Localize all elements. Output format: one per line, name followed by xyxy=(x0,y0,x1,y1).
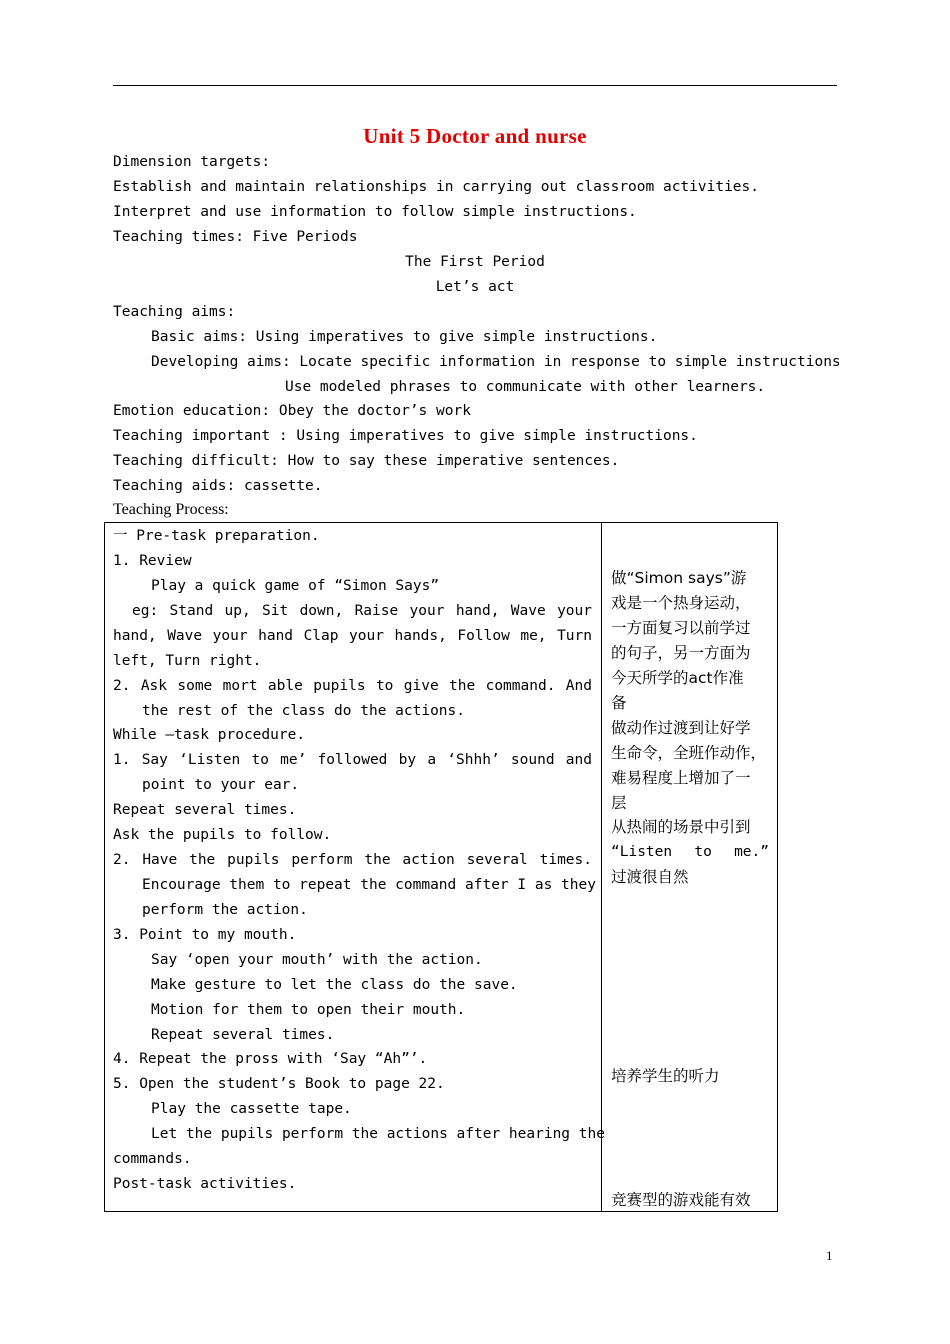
post-task-heading: Post-task activities. xyxy=(113,1176,297,1192)
example-line-3: left, Turn right. xyxy=(113,653,262,669)
say-open-mouth: Say ‘open your mouth’ with the action. xyxy=(151,952,483,968)
step-listen: 1. Say ‘Listen to me’ followed by a ‘Shhh’ sound and xyxy=(113,752,592,768)
lesson-title: Let’s act xyxy=(435,279,515,295)
basic-aims: Basic aims: Using imperatives to give simple instructions. xyxy=(151,329,658,345)
dimension-targets-label: Dimension targets: xyxy=(113,154,271,170)
teaching-difficult: Teaching difficult: How to say these imperative sentences. xyxy=(113,453,620,469)
note-competition: 竞赛型的游戏能有效 xyxy=(611,1191,751,1209)
teaching-aids: Teaching aids: cassette. xyxy=(113,478,323,494)
table-column-divider xyxy=(601,522,602,1212)
pre-task-heading: 一 Pre-task preparation. xyxy=(113,528,320,544)
step-review: 1. Review xyxy=(113,553,192,569)
note-listen-3: 过渡很自然 xyxy=(611,868,689,886)
step-perform-cont-2: perform the action. xyxy=(142,902,308,918)
note-listen-2: “Listen to me.” xyxy=(611,844,769,860)
step-open-book: 5. Open the student’s Book to page 22. xyxy=(113,1076,445,1092)
developing-aims: Developing aims: Locate specific information in response to simple instructions xyxy=(151,354,841,370)
step-perform-cont-1: Encourage them to repeat the command after I as they xyxy=(142,877,596,893)
step-perform: 2. Have the pupils perform the action several times. xyxy=(113,852,592,868)
repeat-line: Repeat several times. xyxy=(113,802,297,818)
note-listening: 培养学生的听力 xyxy=(611,1067,720,1085)
motion-open-mouth: Motion for them to open their mouth. xyxy=(151,1002,466,1018)
example-line-1: eg: Stand up, Sit down, Raise your hand, Wave your xyxy=(132,603,592,619)
developing-aims-continued: Use modeled phrases to communicate with other learners. xyxy=(285,379,766,395)
step-ask-pupils: 2. Ask some mort able pupils to give the command. And xyxy=(113,678,592,694)
example-line-2: hand, Wave your hand Clap your hands, Follow me, Turn xyxy=(113,628,592,644)
target-1: Establish and maintain relationships in carrying out classroom activities. xyxy=(113,179,760,195)
perform-actions: Let the pupils perform the actions after hearing the xyxy=(151,1126,605,1142)
while-task-heading: While –task procedure. xyxy=(113,727,306,743)
note-simon-5: 今天所学的act作准 xyxy=(611,669,744,687)
page-number: 1 xyxy=(826,1248,833,1263)
note-simon-3: 一方面复习以前学过 xyxy=(611,619,751,637)
note-action-2: 生命令，全班作动作， xyxy=(611,744,767,762)
note-action-3: 难易程度上增加了一 xyxy=(611,769,751,787)
step-ask-pupils-cont: the rest of the class do the actions. xyxy=(142,703,466,719)
period-title: The First Period xyxy=(405,254,545,270)
emotion-education: Emotion education: Obey the doctor’s work xyxy=(113,403,471,419)
step-listen-cont: point to your ear. xyxy=(142,777,300,793)
simon-says-line: Play a quick game of “Simon Says” xyxy=(151,578,440,594)
step-say-ah: 4. Repeat the pross with ‘Say “Ah”’. xyxy=(113,1051,428,1067)
teaching-aims-label: Teaching aims: xyxy=(113,304,236,320)
repeat-several: Repeat several times. xyxy=(151,1027,335,1043)
commands-line: commands. xyxy=(113,1151,192,1167)
teaching-times: Teaching times: Five Periods xyxy=(113,229,358,245)
teaching-process-label: Teaching Process: xyxy=(113,501,229,518)
step-point-mouth: 3. Point to my mouth. xyxy=(113,927,297,943)
teaching-important: Teaching important : Using imperatives to give simple instructions. xyxy=(113,428,698,444)
note-action-1: 做动作过渡到让好学 xyxy=(611,719,751,737)
note-simon-1: 做“Simon says”游 xyxy=(611,569,747,587)
note-simon-6: 备 xyxy=(611,694,627,712)
header-rule xyxy=(113,85,837,86)
note-simon-2: 戏是一个热身运动， xyxy=(611,594,751,612)
follow-line: Ask the pupils to follow. xyxy=(113,827,332,843)
play-cassette: Play the cassette tape. xyxy=(151,1101,352,1117)
note-listen-1: 从热闹的场景中引到 xyxy=(611,818,751,836)
target-2: Interpret and use information to follow simple instructions. xyxy=(113,204,637,220)
note-action-4: 层 xyxy=(611,794,627,812)
note-simon-4: 的句子，另一方面为 xyxy=(611,644,751,662)
document-title: Unit 5 Doctor and nurse xyxy=(363,124,587,148)
make-gesture: Make gesture to let the class do the save. xyxy=(151,977,518,993)
